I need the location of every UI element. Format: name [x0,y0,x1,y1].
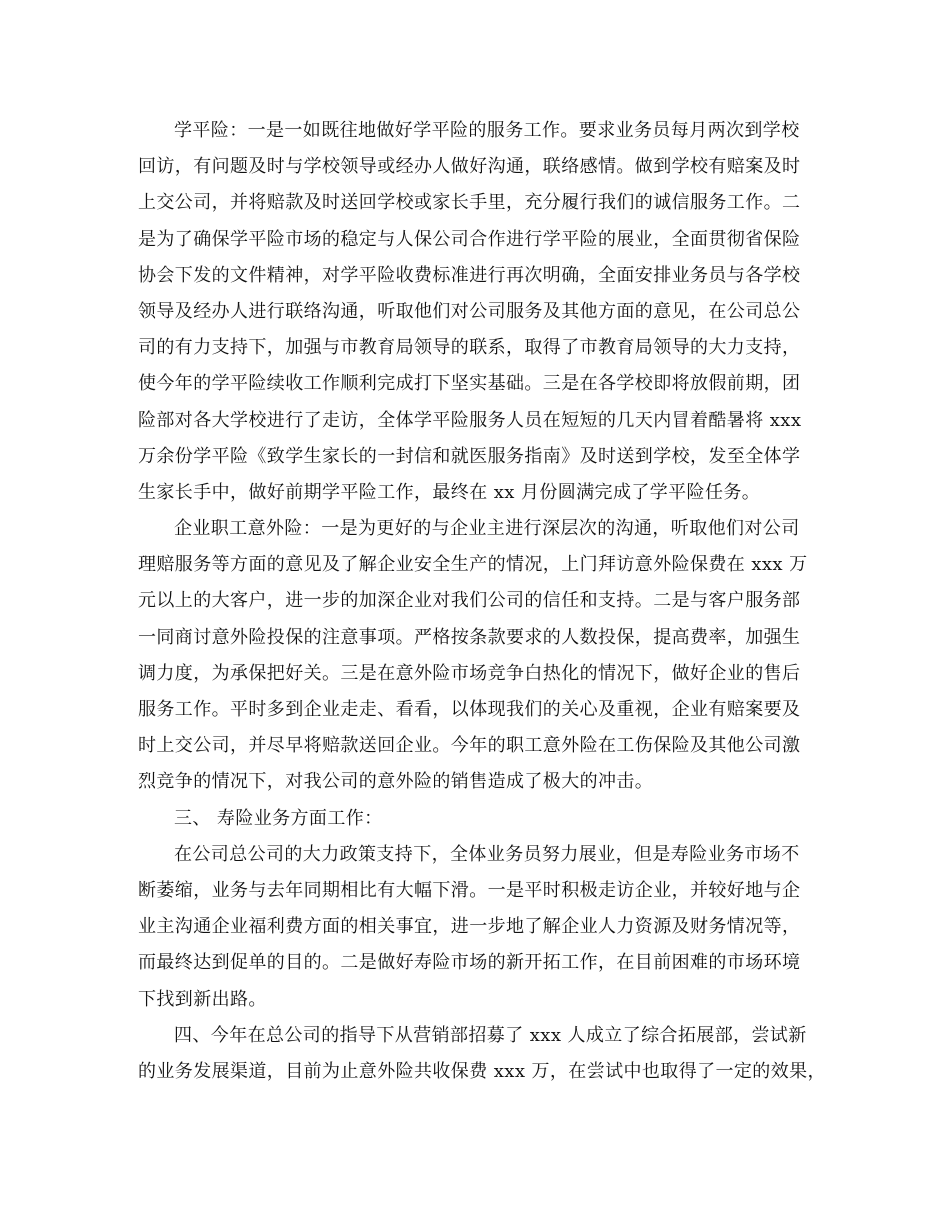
text-line: 企业职工意外险：一是为更好的与企业主进行深层次的沟通，听取他们对公司 [174,518,800,540]
text-line: 服务工作。平时多到企业走走、看看，以体现我们的关心及重视，企业有赔案要及 [138,699,801,720]
text-line: 在公司总公司的大力政策支持下，全体业务员努力展业，但是寿险业务市场不 [174,843,800,865]
text-line: 回访，有问题及时与学校领导或经办人做好沟通，联络感情。做到学校有赔案及时 [138,156,801,178]
text-line: 四、今年在总公司的指导下从营销部招募了 xxx 人成立了综合拓展部，尝试新 [174,1024,807,1046]
text-line: 上交公司，并将赔款及时送回学校或家长手里，充分履行我们的诚信服务工作。二 [138,192,801,214]
text-line: 断萎缩，业务与去年同期相比有大幅下滑。一是平时积极走访企业，并较好地与企 [138,879,801,901]
text-line: 一同商讨意外险投保的注意事项。严格按条款要求的人数投保，提高费率，加强生 [138,626,801,648]
text-line: 下找到新出路。 [138,988,267,1010]
document-body [138,113,828,1090]
text-line: 领导及经办人进行联络沟通，听取他们对公司服务及其他方面的意见，在公司总公 [138,300,801,322]
text-line: 烈竞争的情况下，对我公司的意外险的销售造成了极大的冲击。 [138,771,654,793]
text-line: 学平险：一是一如既往地做好学平险的服务工作。要求业务员每月两次到学校 [174,120,800,141]
text-line: 业主沟通企业福利费方面的相关事宜，进一步地了解企业人力资源及财务情况等， [138,916,801,938]
text-line: 万余份学平险《致学生家长的一封信和就医服务指南》及时送到学校，发至全体学 [138,445,801,467]
text-line: 调力度，为承保把好关。三是在意外险市场竞争白热化的情况下，做好企业的售后 [138,662,801,684]
text-line: 司的有力支持下，加强与市教育局领导的联系，取得了市教育局领导的大力支持， [138,337,801,359]
text-line: 险部对各大学校进行了走访，全体学平险服务人员在短短的几天内冒着酷暑将 xxx [138,409,802,431]
text-line: 使今年的学平险续收工作顺利完成打下坚实基础。三是在各学校即将放假前期，团 [138,373,801,395]
text-line: 元以上的大客户，进一步的加深企业对我们公司的信任和支持。二是与客户服务部 [138,590,801,612]
text-line: 而最终达到促单的目的。二是做好寿险市场的新开拓工作，在目前困难的市场环境 [138,952,801,974]
text-line: 是为了确保学平险市场的稳定与人保公司合作进行学平险的展业，全面贯彻省保险 [138,228,801,250]
text-line: 协会下发的文件精神，对学平险收费标准进行再次明确，全面安排业务员与各学校 [138,264,801,286]
text-line: 生家长手中，做好前期学平险工作，最终在 xx 月份圆满完成了学平险任务。 [138,481,761,503]
text-line: 的业务发展渠道，目前为止意外险共收保费 xxx 万，在尝试中也取得了一定的效果， [138,1060,826,1082]
text-line: 理赔服务等方面的意见及了解企业安全生产的情况，上门拜访意外险保费在 xxx 万 [138,554,808,576]
text-line: 时上交公司，并尽早将赔款送回企业。今年的职工意外险在工伤保险及其他公司激 [138,735,801,757]
text-line: 三、 寿险业务方面工作： [174,807,383,829]
